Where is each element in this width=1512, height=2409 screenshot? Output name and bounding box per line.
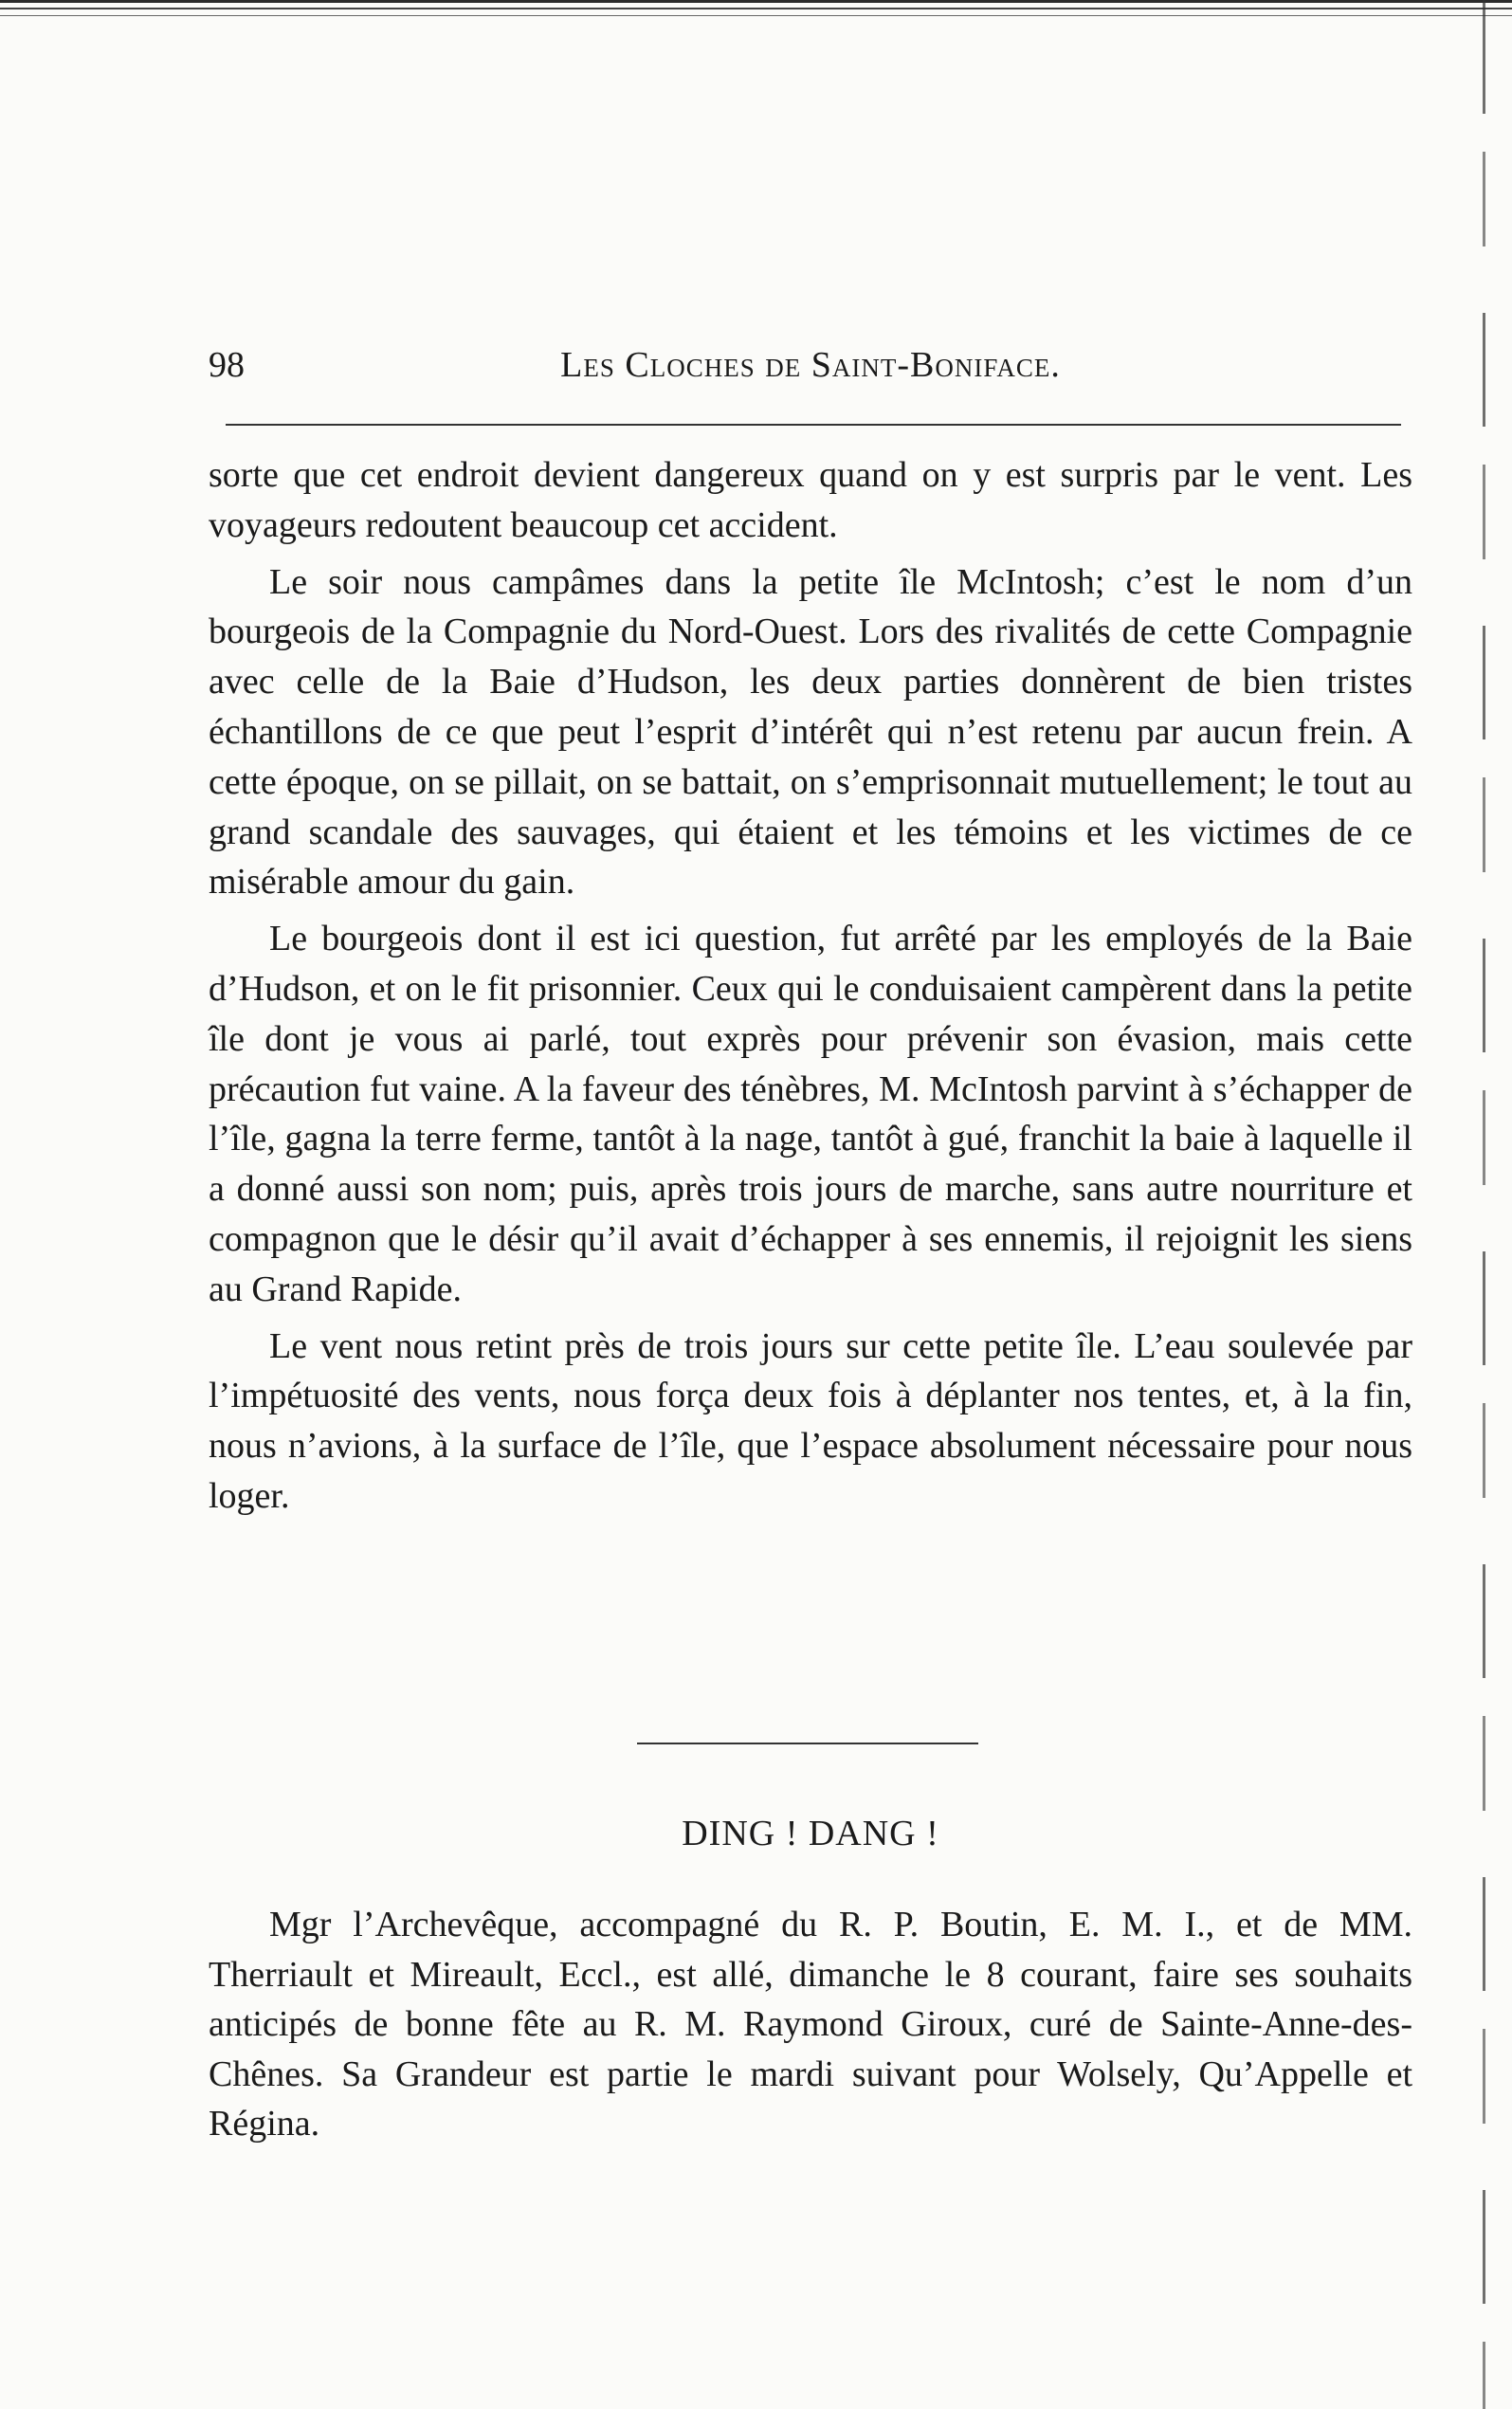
page-number: 98: [209, 345, 245, 385]
top-border-rule: [0, 0, 1512, 25]
page-header: [209, 341, 1412, 389]
body-text: [209, 450, 1412, 1522]
header-rule: [226, 424, 1401, 426]
section-title: DING ! DANG !: [682, 1814, 939, 1853]
paragraph-wind: Le vent nous retint près de trois jours sur cette petite île. L’eau soulevée par l’impétuosité des vents, nous força deux fois à déplanter nos tentes, et, à la fin, nous n’avions, à la surface de l’île, que l’espace absolument nécessaire pour nous loger.: [209, 1325, 1412, 1516]
paragraph-mcintosh-island: Le soir nous campâmes dans la petite île McIntosh; c’est le nom d’un bourgeois de la Compagnie du Nord-Ouest. Lors des rivalités de cette Compagnie avec celle de la Baie d’Hudson, les deux parties donnèrent de bien tristes échantillons de ce que peut l’esprit d’intérêt qui n’est retenu par aucun frein. A cette époque, on se pillait, on se battait, on s’emprisonnait mutuellement; le tout au grand scandale des sauvages, qui étaient et les témoins et les victimes de ce misérable amour du gain.: [209, 561, 1412, 903]
section-text: [209, 1900, 1412, 2149]
section-separator-rule: [637, 1743, 978, 1744]
paragraph-archeveque: Mgr l’Archevêque, accompagné du R. P. Boutin, E. M. I., et de MM. Therriault et Mireault, Eccl., est allé, dimanche le 8 courant, faire ses souhaits anticipés de bonne fête au R. M. Raymond Giroux, curé de Sainte-Anne-des-Chênes. Sa Grandeur est partie le mardi suivant pour Wolsely, Qu’Appelle et Régina.: [209, 1905, 1412, 2144]
paragraph-bourgeois-escape: Le bourgeois dont il est ici question, fut arrêté par les employés de la Baie d’Hudson, et on le fit prisonnier. Ceux qui le conduisaient campèrent dans la petite île dont je vous ai parlé, tout exprès pour prévenir son évasion, mais cette précaution fut vaine. A la faveur des ténèbres, M. McIntosh parvint à s’échapper de l’île, gagna la terre ferme, tantôt à la nage, tantôt à gué, franchit la baie à laquelle il a donné aussi son nom; puis, après trois jours de marche, sans autre nourriture et compagnon que le désir qu’il avait d’échapper à ses ennemis, il rejoignit les siens au Grand Rapide.: [209, 919, 1412, 1309]
running-title: Les Cloches de Saint-Boniface.: [560, 345, 1061, 385]
page-edge-shadow: [1483, 0, 1485, 2409]
paragraph-continuation: sorte que cet endroit devient dangereux quand on y est surpris par le vent. Les voyageurs redoutent beaucoup cet accident.: [209, 455, 1412, 545]
